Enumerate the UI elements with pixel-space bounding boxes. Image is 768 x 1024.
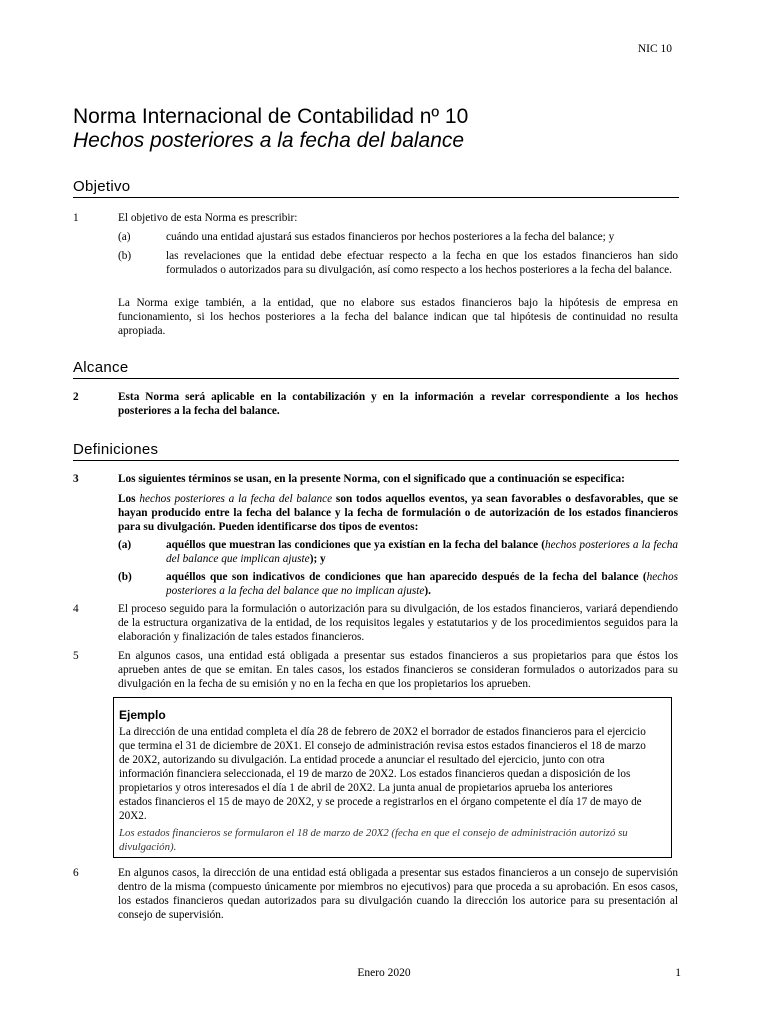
title-block — [73, 105, 683, 153]
document-code: NIC 10 — [637, 43, 672, 55]
defined-term: hechos posteriores a la fecha del balance que no implican ajuste — [166, 571, 678, 597]
paragraph-number: 5 — [73, 650, 79, 662]
example-box — [113, 697, 672, 858]
footer-date: Enero 2020 — [357, 967, 411, 979]
paragraph-text: El objetivo de esta Norma es prescribir: — [118, 212, 298, 224]
section-heading-definiciones: Definiciones — [73, 441, 679, 461]
definition-body: son todos aquellos eventos, ya sean favorables o desfavorables, que se hayan producido entre la fecha del balance y la fecha de formulación o de autorización de los estados financieros para su divulgación. Pueden identificarse dos tipos de eventos: — [118, 493, 678, 533]
list-item-end: ). — [424, 585, 432, 597]
list-label: (a) — [118, 539, 132, 551]
paragraph-number: 1 — [73, 212, 79, 224]
list-item-text: cuándo una entidad ajustará sus estados financieros por hechos posteriores a la fecha del balance; y — [166, 231, 615, 243]
section-heading-alcance: Alcance — [73, 359, 679, 379]
section-heading-objetivo: Objetivo — [73, 178, 679, 198]
example-heading: Ejemplo — [119, 708, 166, 722]
paragraph-text: Esta Norma será aplicable en la contabilización y en la información a revelar correspondiente a los hechos posteriores a la fecha del balance. — [118, 391, 678, 417]
list-item-text — [166, 538, 678, 566]
page-title: Norma Internacional de Contabilidad nº 10 — [73, 105, 469, 128]
page-number: 1 — [675, 967, 681, 979]
paragraph-text: Los siguientes términos se usan, en la presente Norma, con el significado que a continuación se especifica: — [118, 473, 625, 485]
page-subtitle: Hechos posteriores a la fecha del balance — [73, 129, 465, 152]
paragraph-number: 3 — [73, 473, 79, 485]
list-item-text — [166, 570, 678, 598]
list-label: (b) — [118, 571, 132, 583]
list-label: (b) — [118, 250, 132, 262]
defined-term: hechos posteriores a la fecha del balance — [139, 493, 333, 505]
paragraph-text: En algunos casos, una entidad está obligada a presentar sus estados financieros a sus propietarios para que éstos los aprueben antes de que se emitan. En tales casos, los estados financieros se consideran formulados o autorizados para su divulgación en la fecha de su emisión y no en la fecha en que los propietarios los aprueben. — [118, 650, 678, 690]
defined-term: hechos posteriores a la fecha del balance que implican ajuste — [166, 539, 678, 565]
paragraph-number: 2 — [73, 391, 79, 403]
definition-text — [118, 492, 678, 534]
paragraph-text: El proceso seguido para la formulación o autorización para su divulgación, de los estados financieros, variará dependiendo de la estructura organizativa de la entidad, de los requisitos legales y estatutarios y de los procedimientos seguidos para la elaboración y finalización de tales estados financieros. — [118, 603, 678, 643]
definition-prefix: Los — [118, 493, 140, 505]
list-item-body: aquéllos que muestran las condiciones que ya existían en la fecha del balance ( — [166, 539, 545, 551]
paragraph-text: La Norma exige también, a la entidad, que no elabore sus estados financieros bajo la hipótesis de empresa en funcionamiento, si los hechos posteriores a la fecha del balance indican que tal hipótesis de continuidad no resulta apropiada. — [118, 297, 678, 337]
list-label: (a) — [118, 231, 131, 243]
list-item-body: aquéllos que son indicativos de condiciones que han aparecido después de la fecha del balance ( — [166, 571, 647, 583]
paragraph-text: En algunos casos, la dirección de una entidad está obligada a presentar sus estados financieros a un consejo de supervisión dentro de la misma (compuesto únicamente por miembros no ejecutivos) para que proceda a su aprobación. En esos casos, los estados financieros quedan autorizados para su divulgación cuando la dirección los autorice para su presentación al consejo de supervisión. — [118, 867, 678, 921]
paragraph-number: 6 — [73, 867, 79, 879]
example-note: Los estados financieros se formularon el 18 de marzo de 20X2 (fecha en que el consejo de administración autorizó su divulgación). — [119, 827, 628, 853]
list-item-end: ); y — [309, 553, 326, 565]
list-item-text: las revelaciones que la entidad debe efectuar respecto a la fecha en que los estados financieros han sido formulados o autorizados para su divulgación, así como respecto a los hechos posteriores a la fecha del balance. — [166, 250, 678, 276]
example-body: La dirección de una entidad completa el día 28 de febrero de 20X2 el borrador de estados financieros para el ejercicio que termina el 31 de diciembre de 20X1. El consejo de administración revisa estos estados financieros el 18 de marzo de 20X2, autorizando su divulgación. La entidad procede a anunciar el resultado del ejercicio, junto con otra información financiera seleccionada, el 19 de marzo de 20X2. Los estados financieros quedan a disposición de los propietarios y otros interesados el día 1 de abril de 20X2. La junta anual de propietarios aprueba los anteriores estados financieros el 15 de mayo de 20X2, y se procede a registrarlos en el órgano competente el día 17 de mayo de 20X2. — [119, 726, 646, 822]
paragraph-number: 4 — [73, 603, 79, 615]
